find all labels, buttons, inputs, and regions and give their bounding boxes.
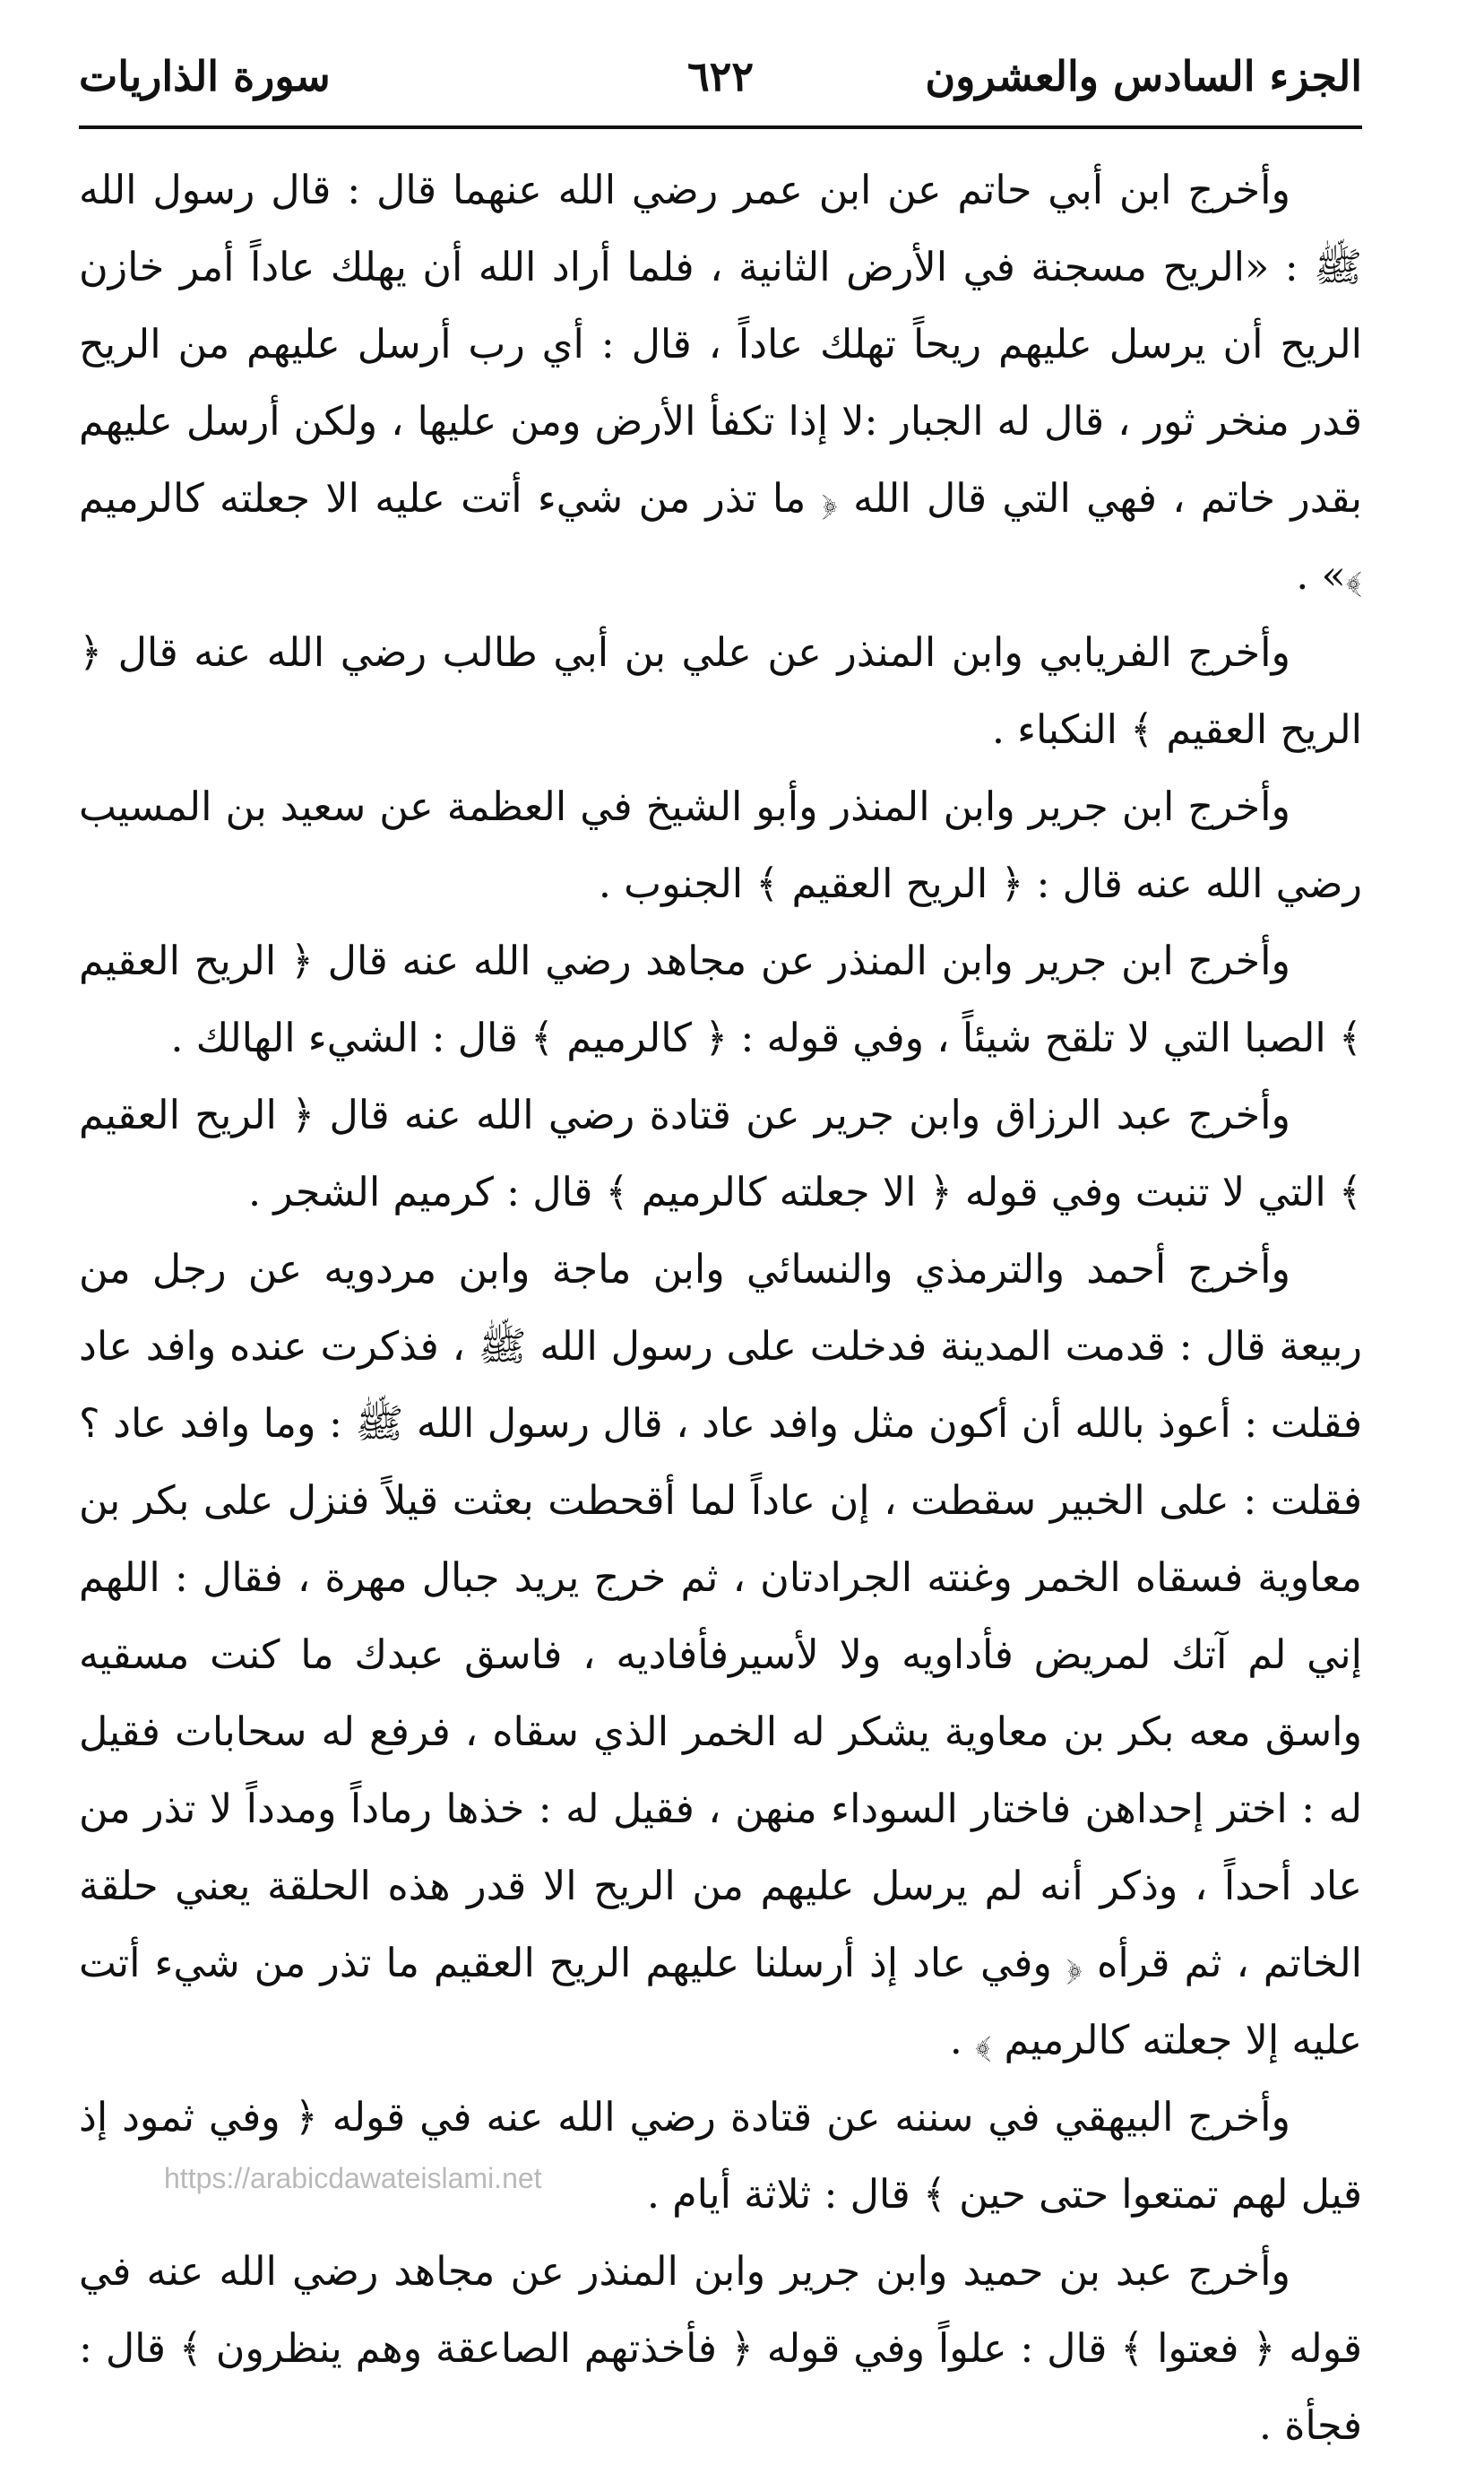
surah-title: سورة الذاريات [79, 52, 331, 100]
paragraph: وأخرج ابن جرير وابن المنذر عن مجاهد رضي الله عنه قال ﴿ الريح العقيم ﴾ الصبا التي لا تلقح شيئاً ، وفي قوله : ﴿ كالرميم ﴾ قال : الشيء الهالك . [79, 938, 1362, 1061]
paragraph: وأخرج ابن أبي حاتم عن ابن عمر رضي الله عنهما قال : قال رسول الله ﷺ : «الريح مسجنة في الأرض الثانية ، فلما أراد الله أن يهلك عاداً أمر خازن الريح أن يرسل عليهم ريحاً تهلك عاداً ، قال : أي رب أرسل عليهم من الريح قدر منخر ثور ، قال له الجبار :لا إذا تكفأ الأرض ومن عليها ، ولكن أرسل عليهم بقدر خاتم ، فهي التي قال الله ﴿ ما تذر من شيء أتت عليه الا جعلته كالرميم ﴾» . [79, 168, 1362, 599]
page-body [79, 152, 1362, 2465]
part-title: الجزء السادس والعشرون [925, 52, 1362, 100]
paragraph: وأخرج البيهقي في سننه عن قتادة رضي الله عنه في قوله ﴿ وفي ثمود إذ قيل لهم تمتعوا حتى حين ﴾ قال : ثلاثة أيام . [79, 2095, 1362, 2218]
page-number: ٦٢٢ [686, 52, 755, 100]
page-header [79, 36, 1362, 117]
book-page [79, 36, 1362, 2449]
paragraph: وأخرج عبد بن حميد وابن جرير وابن المنذر عن مجاهد رضي الله عنه في قوله ﴿ فعتوا ﴾ قال : علواً وفي قوله ﴿ فأخذتهم الصاعقة وهم ينظرون ﴾ قال : فجأة . [79, 2249, 1362, 2449]
header-rule [79, 125, 1362, 129]
paragraph: وأخرج الفريابي وابن المنذر عن علي بن أبي طالب رضي الله عنه قال ﴿ الريح العقيم ﴾ النكباء . [79, 630, 1362, 753]
paragraph: وأخرج ابن جرير وابن المنذر وأبو الشيخ في العظمة عن سعيد بن المسيب رضي الله عنه قال : ﴿ الريح العقيم ﴾ الجنوب . [79, 784, 1362, 907]
paragraph: وأخرج أحمد والترمذي والنسائي وابن ماجة وابن مردويه عن رجل من ربيعة قال : قدمت المدينة فدخلت على رسول الله ﷺ ، فذكرت عنده وافد عاد فقلت : أعوذ بالله أن أكون مثل وافد عاد ، قال رسول الله ﷺ : وما وافد عاد ؟ فقلت : على الخبير سقطت ، إن عاداً لما أقحطت بعثت قيلاً فنزل على بكر بن معاوية فسقاه الخمر وغنته الجرادتان ، ثم خرج يريد جبال مهرة ، فقال : اللهم إني لم آتك لمريض فأداويه ولا لأسيرفأفاديه ، فاسق عبدك ما كنت مسقيه واسق معه بكر بن معاوية يشكر له الخمر الذي سقاه ، فرفع له سحابات فقيل له : اختر إحداهن فاختار السوداء منهن ، فقيل له : خذها رماداً ومدداً لا تذر من عاد أحداً ، وذكر أنه لم يرسل عليهم من الريح الا قدر هذه الحلقة يعني حلقة الخاتم ، ثم قرأه ﴿ وفي عاد إذ أرسلنا عليهم الريح العقيم ما تذر من شيء أتت عليه إلا جعلته كالرميم ﴾ . [79, 1247, 1362, 2063]
paragraph: وأخرج عبد الرزاق وابن جرير عن قتادة رضي الله عنه قال ﴿ الريح العقيم ﴾ التي لا تنبت وفي قوله ﴿ الا جعلته كالرميم ﴾ قال : كرميم الشجر . [79, 1093, 1362, 1215]
watermark-url: https://arabicdawateislami.net [164, 2162, 542, 2194]
